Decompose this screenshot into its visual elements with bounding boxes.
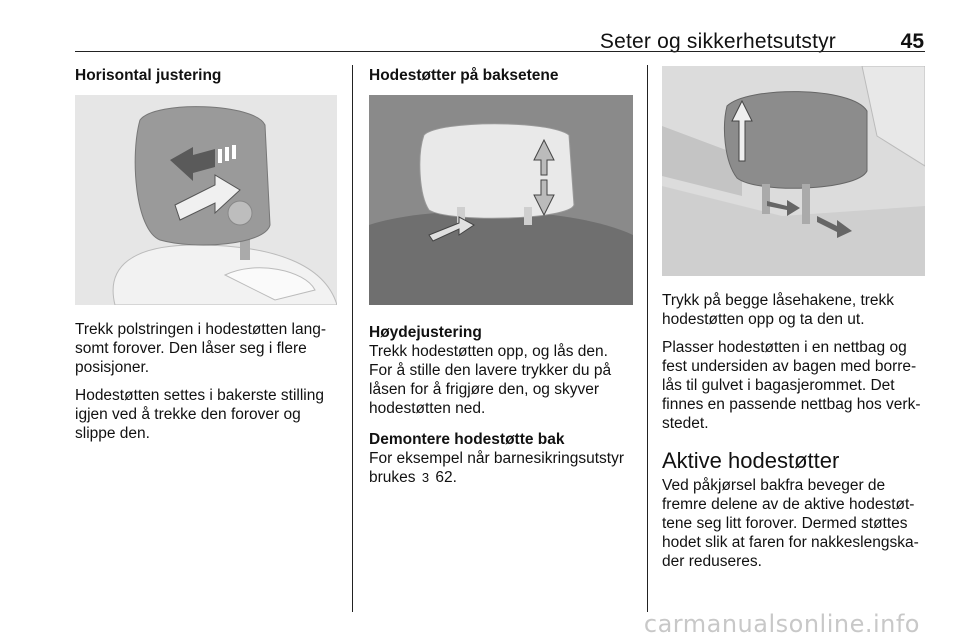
- figure-rear-headrest: [369, 95, 633, 305]
- section-heading-large: Aktive hodestøtter: [662, 448, 840, 473]
- section-heading: Horisontal justering: [75, 67, 222, 84]
- paragraph: Trykk på begge låsehakene, trekk hodestøtten opp og ta den ut.: [662, 292, 895, 328]
- paragraph: Ved påkjørsel bakfra beveger de fremre delene av de aktive hodestøttene seg litt forover. Dermed støttes hodet slik at faren for nakkeslengskader reduseres.: [662, 477, 919, 570]
- paragraph: [369, 449, 634, 487]
- column-divider-2: [647, 65, 648, 612]
- paragraph: Plasser hodestøtten i en nettbag og fest undersiden av bagen med borrelås til gulvet i bagasjerommet. Det finnes en passende nettbag hos verkstedet.: [662, 339, 921, 432]
- subheading: Demontere hodestøtte bak: [369, 431, 565, 448]
- subheading: Høydejustering: [369, 324, 482, 341]
- section-heading: Hodestøtter på baksetene: [369, 67, 559, 84]
- figure-headrest-horizontal: [75, 95, 337, 305]
- paragraph: Trekk hodestøtten opp, og lås den. For å stille den lavere trykker du på låsen for å frigjøre den, og skyver hodestøtten ned.: [369, 343, 612, 417]
- paragraph: Trekk polstringen i hodestøtten langsomt forover. Den låser seg i flere posisjoner.: [75, 321, 327, 376]
- watermark: carmanualsonline.info: [643, 610, 920, 638]
- header-rule: [75, 51, 925, 52]
- figure-headrest-removal: [662, 66, 925, 276]
- page-number: 45: [900, 30, 924, 53]
- paragraph-text: For eksempel når barnesikringsutstyr brukes: [369, 450, 624, 486]
- page-ref-icon: 3: [421, 470, 430, 485]
- page-header-title: Seter og sikkerhetsutstyr: [599, 30, 836, 53]
- column-divider-1: [352, 65, 353, 612]
- page-ref-link[interactable]: 62.: [435, 469, 457, 486]
- paragraph: Hodestøtten settes i bakerste stilling igjen ved å trekke den forover og slippe den.: [75, 387, 324, 442]
